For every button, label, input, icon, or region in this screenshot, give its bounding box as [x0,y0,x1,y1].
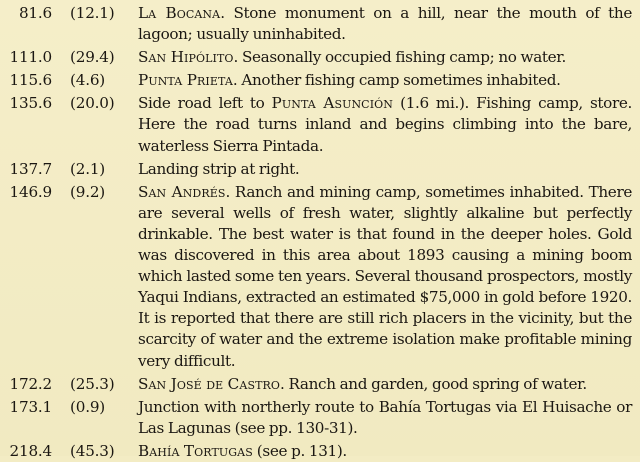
entry-description [138,441,632,462]
segment-distance: (12.1) [70,4,115,22]
road-log-entry [0,182,640,372]
entry-description [138,47,632,68]
entry-description [138,374,632,395]
place-name: San Andrés [138,182,226,201]
road-log-entry [0,159,640,180]
place-name: San Hipólito [138,48,234,67]
road-log-entry [0,397,640,439]
entry-text: . Another fishing camp sometimes inhabited. [232,71,561,90]
entry-text: Junction with northerly route to Bahía Tortugas via El Huisache or Las Lagunas (see pp. 130-31). [138,397,632,437]
mileage: 137.7 [9,159,52,178]
place-name: Punta Asunción [271,94,393,113]
segment-distance: (25.3) [70,374,115,393]
entry-text: . Seasonally occupied fishing camp; no water. [233,48,567,67]
entry-description [138,182,632,372]
segment-distance: (20.0) [70,94,115,113]
entry-description [138,159,632,180]
segment-distance: (4.6) [70,71,106,90]
segment-distance: (45.3) [70,441,115,460]
mileage: 111.0 [9,48,52,67]
road-log-entry [0,70,640,91]
segment-distance: (29.4) [70,48,115,67]
entry-text: . Ranch and garden, good spring of water. [280,374,587,393]
place-name: Bahía Tortugas [138,441,253,460]
entry-text: (1.6 mi.). Fishing camp, store. Here the road turns inland and begins climbing into the bare, waterless Sierra Pintada. [138,94,632,155]
entry-description [138,397,632,439]
road-log-entry [0,93,640,156]
entry-text: (see p. 131). [252,441,347,460]
mileage: 81.6 [18,4,52,22]
segment-distance: (2.1) [70,159,106,178]
mileage: 218.4 [9,441,52,460]
mileage: 172.2 [9,374,52,393]
entry-description [138,3,632,45]
segment-distance: (9.2) [70,182,106,201]
mileage: 135.6 [9,94,52,113]
entry-description [138,93,632,156]
mileage: 173.1 [9,397,52,416]
place-name: San José de Castro [138,374,281,393]
entry-text: . Stone monument on a hill, near the mouth of the lagoon; usually uninhabited. [138,4,632,44]
place-name: La Bocana [138,4,221,22]
entry-text: . Ranch and mining camp, sometimes inhabited. There are several wells of fresh water, slightly alkaline but perfectly drinkable. The best water is that found in the deeper holes. Gold was discovered in this area about 1893 causing a mining boom which lasted some ten years. Several thousand prospectors, mostly Yaqui Indians, extracted an estimated $75,000 in gold before 1920. It is reported that there are still rich placers in the vicinity, but the scarcity of water and the extreme isolation make profitable mining very difficult. [138,182,632,370]
road-log-entry [0,374,640,395]
road-log-entry [0,3,640,45]
entry-text-lead: Side road left to [138,94,272,113]
entry-text: Landing strip at right. [138,159,300,178]
entry-description [138,70,632,91]
road-log-entry [0,441,640,462]
mileage: 146.9 [9,182,52,201]
road-log-entry [0,47,640,68]
mileage: 115.6 [9,71,52,90]
segment-distance: (0.9) [70,397,106,416]
place-name: Punta Prieta [138,71,233,90]
